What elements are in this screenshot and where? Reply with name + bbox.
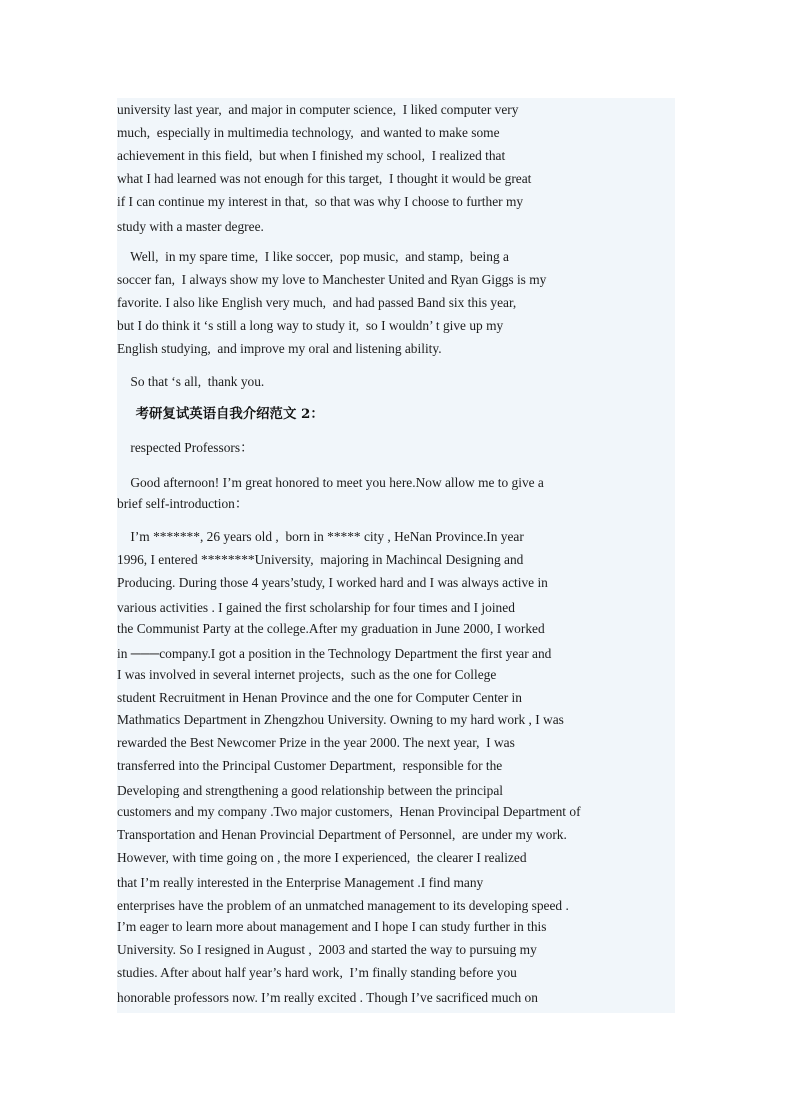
text-line: I’m *******, 26 years old , born in ***** city , HeNan Province.In year — [117, 529, 524, 544]
section-heading: 考研复试英语自我介绍范文 2： — [117, 406, 324, 422]
text-line: customers and my company .Two major customers, Henan Provincipal Department of — [117, 804, 581, 819]
text-line: Producing. During those 4 years’study, I worked hard and I was always active in — [117, 575, 548, 590]
text-line: Mathmatics Department in Zhengzhou University. Owning to my hard work , I was — [117, 712, 564, 727]
text-line: Well, in my spare time, I like soccer, pop music, and stamp, being a — [117, 249, 509, 264]
text-line: Developing and strengthening a good relationship between the principal — [117, 783, 503, 798]
text-line: So that ‘s all, thank you. — [117, 374, 265, 389]
document-body — [117, 98, 675, 1013]
text-line: However, with time going on , the more I experienced, the clearer I realized — [117, 850, 527, 865]
text-line: that I’m really interested in the Enterprise Management .I find many — [117, 875, 484, 890]
text-line: brief self-introduction： — [117, 496, 249, 511]
text-line: study with a master degree. — [117, 219, 264, 234]
text-line: honorable professors now. I’m really excited . Though I’ve sacrificed much on — [117, 990, 538, 1005]
text-line: Transportation and Henan Provincial Department of Personnel, are under my work. — [117, 827, 567, 842]
text-line: favorite. I also like English very much, and had passed Band six this year, — [117, 295, 517, 310]
text-line: in ───company.I got a position in the Technology Department the first year and — [117, 646, 552, 661]
text-line: soccer fan, I always show my love to Manchester United and Ryan Giggs is my — [117, 272, 547, 287]
text-line: if I can continue my interest in that, so that was why I choose to further my — [117, 194, 524, 209]
text-line: enterprises have the problem of an unmatched management to its developing speed . — [117, 898, 569, 913]
text-line: English studying, and improve my oral and listening ability. — [117, 341, 442, 356]
text-line: the Communist Party at the college.After my graduation in June 2000, I worked — [117, 621, 545, 636]
text-line: achievement in this field, but when I finished my school, I realized that — [117, 148, 506, 163]
text-line: Good afternoon! I’m great honored to meet you here.Now allow me to give a — [117, 475, 544, 490]
text-line: transferred into the Principal Customer Department, responsible for the — [117, 758, 503, 773]
text-line: but I do think it ‘s still a long way to study it, so I wouldn’ t give up my — [117, 318, 504, 333]
text-line: various activities . I gained the first scholarship for four times and I joined — [117, 600, 515, 615]
text-line: university last year, and major in computer science, I liked computer very — [117, 102, 519, 117]
text-line: respected Professors： — [117, 440, 254, 455]
text-line: I was involved in several internet projects, such as the one for College — [117, 667, 497, 682]
text-line: I’m eager to learn more about management and I hope I can study further in this — [117, 919, 547, 934]
text-line: University. So I resigned in August , 2003 and started the way to pursuing my — [117, 942, 537, 957]
text-line: what I had learned was not enough for this target, I thought it would be great — [117, 171, 532, 186]
text-line: rewarded the Best Newcomer Prize in the year 2000. The next year, I was — [117, 735, 515, 750]
text-line: student Recruitment in Henan Province and the one for Computer Center in — [117, 690, 522, 705]
text-line: studies. After about half year’s hard work, I’m finally standing before you — [117, 965, 517, 980]
text-line: much, especially in multimedia technology, and wanted to make some — [117, 125, 500, 140]
text-line: 1996, I entered ********University, majoring in Machincal Designing and — [117, 552, 524, 567]
